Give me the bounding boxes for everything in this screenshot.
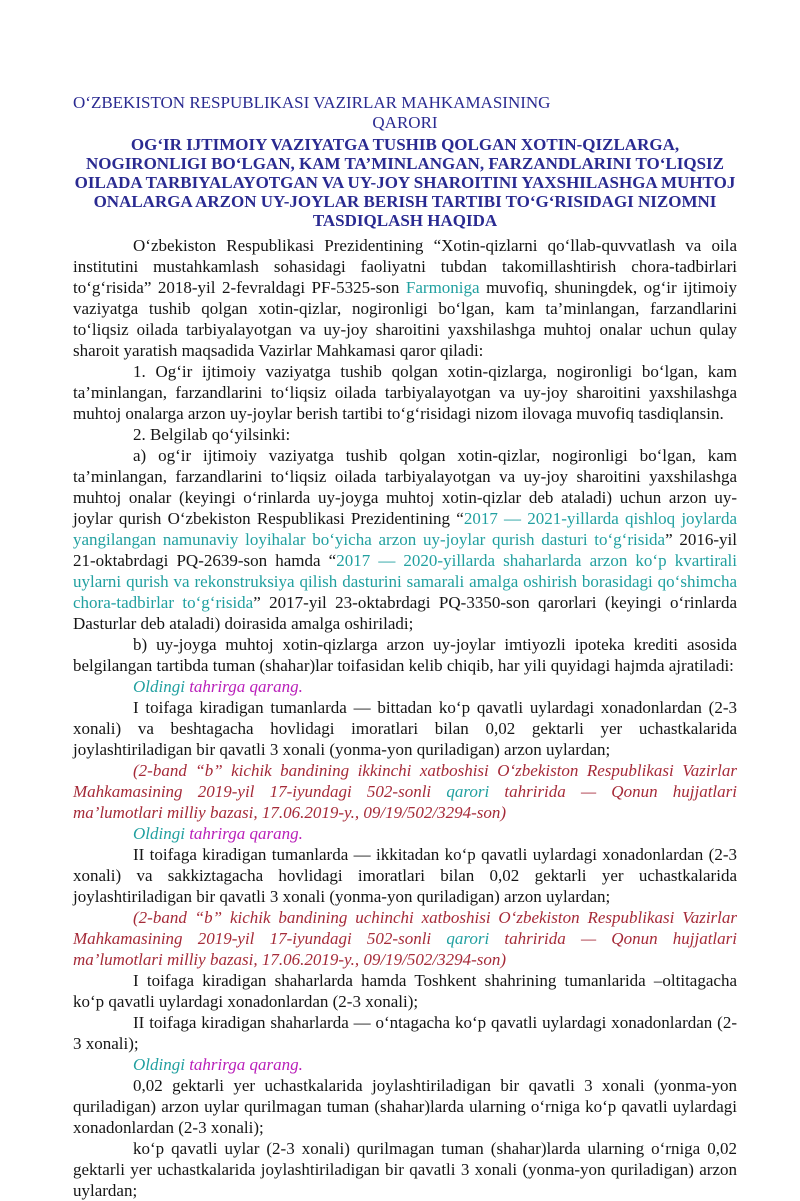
text-run: 0,02 gektarli yer uchastkalarida joylashtiriladigan bir qavatli 3 xonali (yonma-yon quriladigan) arzon uylar qurilmagan tuman (shahar)larda ularning o‘rniga ko‘p qavatli uylardagi xonadonlardan (2-3 xonali); [73, 1076, 737, 1137]
previous-edition-link[interactable]: Oldingi [133, 677, 185, 696]
text-run: muvofiq, shuningdek, og‘ir ijtimoiy vaziyatga tushib qolgan xotin-qizlar, nogironligi bo‘lgan, kam ta’minlangan, farzandlarini to‘liqsiz oilada tarbiyalayotgan va uy-joy sharoitini yaxshilashga muhtoj onalar uchun qulay sharoit yaratish maqsadida Vazirlar Mahkamasi qaror qiladi: [73, 278, 737, 360]
text-run: tahririda — Qonun hujjatlari ma’lumotlari milliy bazasi, 17.06.2019-y., 09/19/502/3294-son) [73, 782, 737, 822]
previous-edition-link-label[interactable]: tahrirga qarang. [184, 824, 303, 843]
document-link[interactable]: qarori [446, 929, 490, 948]
document-link[interactable]: Farmoniga [405, 278, 480, 297]
text-run: (2-band “b” kichik bandining ikkinchi xatboshisi O‘zbekiston Respublikasi Vazirlar Mahkamasining 2019-yil 17-iyundagi 502-sonli [73, 761, 737, 801]
previous-edition-note-1 [73, 676, 737, 697]
category-1-cities-paragraph [73, 970, 737, 1012]
text-run: ko‘p qavatli uylar (2-3 xonali) qurilmagan tuman (shahar)larda ularning o‘rniga 0,02 gektarli yer uchastkalarida joylashtiriladigan bir qavatli 3 xonali (yonma-yon quriladigan) arzon uylardan; [73, 1139, 737, 1200]
previous-edition-link[interactable]: Oldingi [133, 824, 185, 843]
no-multi-storey-substitution-paragraph [73, 1138, 737, 1201]
text-run: b) uy-joyga muhtoj xotin-qizlarga arzon uy-joylar imtiyozli ipoteka krediti asosida belgilangan tartibda tuman (shahar)lar toifasidan kelib chiqib, har yili quyidagi hajmda ajratiladi: [73, 635, 737, 675]
text-run: II toifaga kiradigan tumanlarda — ikkitadan ko‘p qavatli uylardagi xonadonlardan (2-3 xonali) va sakkiztagacha hovlidagi imoratlari bilan 0,02 gektarli yer uchastkalarida joylashtiriladigan bir qavatli 3 xonali (yonma-yon quriladigan) arzon uylardan; [73, 845, 737, 906]
previous-edition-link-label[interactable]: tahrirga qarang. [184, 677, 303, 696]
text-run: I toifaga kiradigan tumanlarda — bittadan ko‘p qavatli uylardagi xonadonlardan (2-3 xonali) va beshtagacha hovlidagi imoratlari bilan 0,02 gektarli yer uchastkalarida joylashtiriladigan bir qavatli 3 xonali (yonma-yon quriladigan) arzon uylardan; [73, 698, 737, 759]
previous-edition-note-2 [73, 823, 737, 844]
kicker-act-type: QARORI [372, 113, 438, 132]
item-2a-paragraph [73, 445, 737, 634]
previous-edition-link[interactable]: Oldingi [133, 1055, 185, 1074]
category-2-districts-paragraph [73, 844, 737, 907]
document-title: OG‘IR IJTIMOIY VAZIYATGA TUSHIB QOLGAN XOTIN-QIZLARGA, NOGIRONLIGI BO‘LGAN, KAM TA’MINLANGAN, FARZANDLARINI TO‘LIQSIZ OILADA TARBIYALAYOTGAN VA UY-JOY SHAROITINI YAXSHILASHGA MUHTOJ ONALARGA ARZON UY-JOYLAR BERISH TARTIBI TO‘G‘RISIDAGI NIZOMNI TASDIQLASH HAQIDA [74, 135, 736, 230]
text-run: a) og‘ir ijtimoiy vaziyatga tushib qolgan xotin-qizlar, nogironligi bo‘lgan, kam ta’minlangan, farzandlarini to‘liqsiz oilada tarbiyalayotgan va uy-joy sharoitini yaxshilashga muhtoj onalar (keyingi o‘rinlarda uy-joyga muhtoj xotin-qizlar deb ataladi) uchun arzon uy-joylar qurish O‘zbekiston Respublikasi Prezidentining “ [73, 446, 737, 528]
item-2-paragraph [73, 424, 737, 445]
preamble-paragraph [73, 235, 737, 361]
category-1-districts-paragraph [73, 697, 737, 760]
item-2b-paragraph [73, 634, 737, 676]
text-run: I toifaga kiradigan shaharlarda hamda Toshkent shahrining tumanlarida –oltitagacha ko‘p qavatli uylardagi xonadonlardan (2-3 xonali); [73, 971, 737, 1011]
text-run: O‘zbekiston Respublikasi Prezidentining “Xotin-qizlarni qo‘llab-quvvatlash va oila institutini mustahkamlash sohasidagi faoliyatni tubdan takomillashtirish chora-tadbirlari to‘g‘risida” 2018-yil 2-fevraldagi PF-5325-son [73, 236, 737, 297]
previous-edition-note-3 [73, 1054, 737, 1075]
category-2-cities-paragraph [73, 1012, 737, 1054]
kicker-authority: O‘ZBEKISTON RESPUBLIKASI VAZIRLAR MAHKAMASINING [73, 93, 551, 112]
document-kicker [73, 93, 737, 133]
text-run: 2. Belgilab qo‘yilsinki: [133, 425, 291, 444]
document-body [73, 235, 737, 1201]
text-run: (2-band “b” kichik bandining uchinchi xatboshisi O‘zbekiston Respublikasi Vazirlar Mahkamasining 2019-yil 17-iyundagi 502-sonli [73, 908, 737, 948]
document-link[interactable]: qarori [446, 782, 490, 801]
text-run: ” 2017-yil 23-oktabrdagi PQ-3350-son qarorlari (keyingi o‘rinlarda Dasturlar deb ataladi) doirasida amalga oshiriladi; [73, 593, 737, 633]
text-run: 1. Og‘ir ijtimoiy vaziyatga tushib qolgan xotin-qizlarga, nogironligi bo‘lgan, kam ta’minlangan, farzandlarini to‘liqsiz oilada tarbiyalayotgan va uy-joy sharoitini yaxshilashga muhtoj onalarga arzon uy-joylar berish tartibi to‘g‘risidagi nizom ilovaga muvofiq tasdiqlansin. [73, 362, 737, 423]
text-run: tahririda — Qonun hujjatlari ma’lumotlari milliy bazasi, 17.06.2019-y., 09/19/502/3294-son) [73, 929, 737, 969]
amendment-note-2 [73, 907, 737, 970]
previous-edition-link-label[interactable]: tahrirga qarang. [184, 1055, 303, 1074]
text-run: ” 2016-yil 21-oktabrdagi PQ-2639-son hamda “ [73, 530, 738, 570]
amendment-note-1 [73, 760, 737, 823]
document-link[interactable]: 2017 — 2021-yillarda qishloq joylarda yangilangan namunaviy loyihalar bo‘yicha arzon uy-joylar qurish dasturi to‘g‘risida [73, 509, 738, 549]
document-link[interactable]: 2017 — 2020-yillarda shaharlarda arzon ko‘p kvartirali uylarni qurish va rekonstruksiya qilish dasturini samarali amalga oshirish borasidagi qo‘shimcha chora-tadbirlar to‘g‘risida [73, 551, 737, 612]
item-1-paragraph [73, 361, 737, 424]
text-run: II toifaga kiradigan shaharlarda — o‘ntagacha ko‘p qavatli uylardagi xonadonlardan (2-3 xonali); [73, 1013, 737, 1053]
no-low-rise-substitution-paragraph [73, 1075, 737, 1138]
